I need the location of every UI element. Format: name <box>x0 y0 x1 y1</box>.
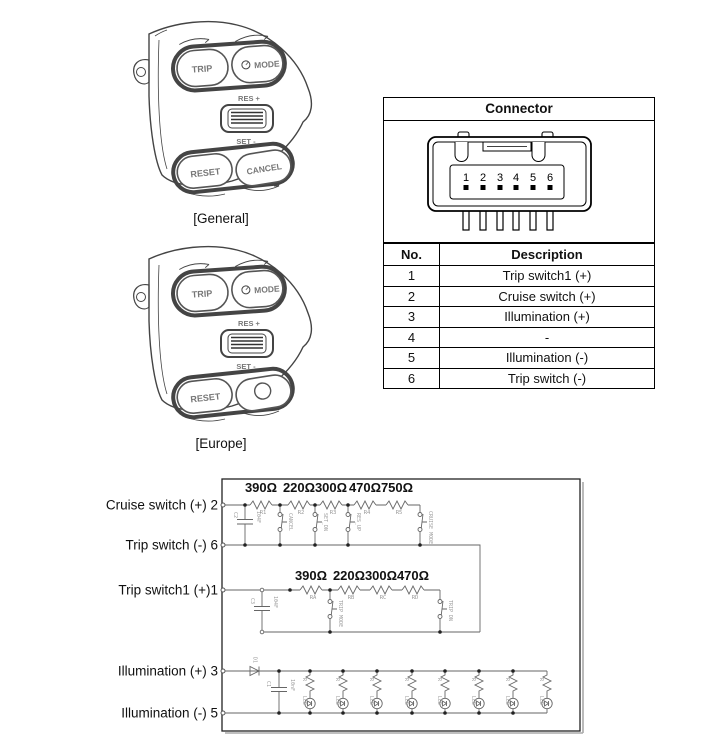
cancel-button-label: CANCEL <box>245 161 283 177</box>
pin-label-cruise: Cruise switch (+) 2 <box>105 497 218 513</box>
capacitor-ref: C1 <box>265 681 271 688</box>
pin-number: 3 <box>496 172 504 184</box>
resistor-label: R <box>504 678 510 682</box>
mount-hook-hole <box>137 293 146 302</box>
caption-europe: [Europe] <box>195 436 247 451</box>
table-header-description: Description <box>440 244 655 266</box>
thumbwheel-hatch <box>231 338 263 349</box>
pod-inner-contour <box>158 40 167 169</box>
resistor-ref: RD <box>411 595 419 601</box>
reset-button-label: RESET <box>189 166 221 180</box>
mode-button-label: MODE <box>253 58 280 71</box>
reset-button-label: RESET <box>189 391 221 405</box>
pin-number: 6 <box>546 172 554 184</box>
connector-pin-table <box>384 243 654 388</box>
resistor-ref: R5 <box>395 510 403 516</box>
table-row <box>384 286 654 307</box>
resistor-label: R <box>334 678 340 682</box>
mount-hook-hole <box>137 68 146 77</box>
connector-u-cutout <box>455 142 468 162</box>
pin-no: 4 <box>384 327 440 348</box>
res-plus-label: RES + <box>238 94 260 103</box>
thumbwheel-hatch <box>231 113 263 124</box>
led-label: LED <box>334 696 340 706</box>
connector-u-cutout <box>532 142 545 162</box>
pin-label-trip1: Trip switch1 (+)1 <box>118 582 218 598</box>
switch-label: SET_DN <box>322 513 328 532</box>
mount-hook-outline <box>134 60 149 84</box>
led-label: LED <box>403 696 409 706</box>
pin-description: Illumination (+) <box>440 307 655 328</box>
pin-no: 3 <box>384 307 440 328</box>
table-row <box>384 266 654 287</box>
switch-label: RES_UP <box>355 513 361 532</box>
led-label: LED <box>436 696 442 706</box>
connector-drawing <box>384 121 654 243</box>
capacitor-value: 104F <box>255 511 261 524</box>
switch-label: TRIP DN <box>447 600 453 622</box>
pin-no: 2 <box>384 286 440 307</box>
capacitor-value: 10nF <box>289 679 295 692</box>
pin-label-illum-minus: Illumination (-) 5 <box>121 705 218 721</box>
resistor-value: 300Ω <box>314 480 348 495</box>
resistor-ref: RB <box>347 595 355 601</box>
pin-description: Illumination (-) <box>440 348 655 369</box>
resistor-label: R <box>403 678 409 682</box>
pin-description: Trip switch (-) <box>440 368 655 388</box>
pin-no: 6 <box>384 368 440 388</box>
caption-general: [General] <box>193 211 249 226</box>
pin-number: 5 <box>529 172 537 184</box>
resistor-ref: R4 <box>363 510 371 516</box>
resistor-value: 470Ω <box>348 480 382 495</box>
switch-label: TRIP MODE <box>337 600 343 628</box>
resistor-label: R <box>436 678 442 682</box>
trip-arrow-mark <box>179 38 209 45</box>
led-label: LED <box>301 696 307 706</box>
set-minus-label: SET - <box>236 137 256 146</box>
resistor-value: 750Ω <box>380 480 414 495</box>
resistor-value: 300Ω <box>364 568 398 583</box>
set-minus-label: SET - <box>236 362 256 371</box>
resistor-ref: RA <box>309 595 317 601</box>
wheel-switch-europe <box>115 237 327 451</box>
resistor-ref: R1 <box>259 510 267 516</box>
switch-label: CANCEL <box>287 513 293 532</box>
switch-label: CRUISE MODE <box>427 511 433 545</box>
mount-hook-outline <box>134 285 149 309</box>
connector-illustration <box>384 121 653 242</box>
table-row <box>384 307 654 328</box>
pin-number: 4 <box>512 172 520 184</box>
diode-ref: D1 <box>251 657 258 664</box>
wheel-europe-illustration <box>115 237 327 427</box>
resistor-value: 220Ω <box>332 568 366 583</box>
res-plus-label: RES + <box>238 319 260 328</box>
resistor-ref: RC <box>379 595 387 601</box>
pin-description: Trip switch1 (+) <box>440 266 655 287</box>
circuit-pin-labels <box>106 498 218 721</box>
resistor-ref: R2 <box>297 510 305 516</box>
pin-description: Cruise switch (+) <box>440 286 655 307</box>
table-header-no: No. <box>384 244 440 266</box>
pod-inner-contour <box>158 265 167 394</box>
resistor-label: R <box>470 678 476 682</box>
pin-number: 1 <box>462 172 470 184</box>
connector-prongs <box>463 209 553 230</box>
table-row <box>384 368 654 388</box>
resistor-label: R <box>301 678 307 682</box>
led-label: LED <box>368 696 374 706</box>
pin-label-illum-plus: Illumination (+) 3 <box>117 663 218 679</box>
pin-label-trip-minus: Trip switch (-) 6 <box>125 537 218 553</box>
connector-panel-title: Connector <box>384 98 654 121</box>
table-row <box>384 327 654 348</box>
wheel-switch-general <box>115 12 327 226</box>
resistor-ref: R3 <box>329 510 337 516</box>
bottom-button-group <box>171 142 295 196</box>
pin-no: 1 <box>384 266 440 287</box>
led-label: LED <box>470 696 476 706</box>
resistor-value: 390Ω <box>294 568 328 583</box>
trip-arrow-mark <box>179 263 209 270</box>
pin-number: 2 <box>479 172 487 184</box>
circuit-diagram <box>85 460 595 750</box>
led-label: LED <box>504 696 510 706</box>
resistor-value: 220Ω <box>282 480 316 495</box>
capacitor-value: 104F <box>272 596 278 609</box>
capacitor-ref: C3 <box>249 598 255 605</box>
resistor-value: 470Ω <box>396 568 430 583</box>
trip-button-label: TRIP <box>191 63 213 75</box>
top-button-group <box>171 33 286 92</box>
bottom-button-group <box>171 367 295 421</box>
mode-button-label: MODE <box>253 283 280 296</box>
table-row <box>384 348 654 369</box>
led-label: LED <box>538 696 544 706</box>
resistor-label: R <box>368 678 374 682</box>
pin-description: - <box>440 327 655 348</box>
pin-no: 5 <box>384 348 440 369</box>
capacitor-ref: C2 <box>232 512 238 519</box>
trip-button-label: TRIP <box>191 288 213 300</box>
wheel-general-illustration <box>115 12 327 202</box>
connector-panel <box>383 97 655 389</box>
resistor-label: R <box>538 678 544 682</box>
top-button-group <box>171 258 286 317</box>
resistor-value: 390Ω <box>244 480 278 495</box>
